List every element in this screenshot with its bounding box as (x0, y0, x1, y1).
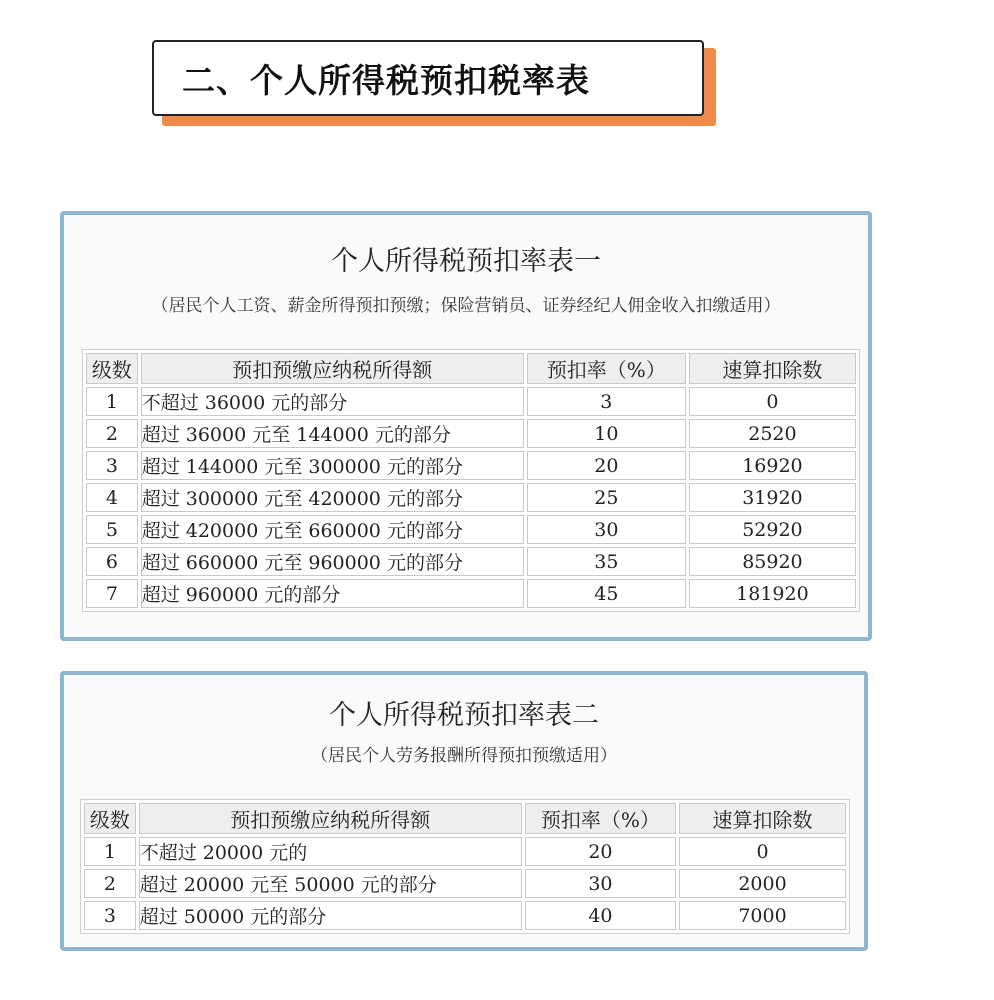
cell-income: 超过 420000 元至 660000 元的部分 (141, 515, 524, 544)
table-row (84, 837, 846, 866)
cell-level: 4 (86, 483, 138, 512)
cell-income: 超过 20000 元至 50000 元的部分 (139, 869, 522, 898)
cell-deduction: 0 (679, 837, 846, 866)
cell-level: 6 (86, 547, 138, 576)
rate-table-one (82, 349, 860, 612)
header-level: 级数 (86, 353, 138, 384)
cell-level: 7 (86, 579, 138, 608)
header-rate: 预扣率（%） (527, 353, 686, 384)
cell-deduction: 16920 (689, 451, 856, 480)
cell-level: 1 (86, 387, 138, 416)
table-row (86, 515, 856, 544)
cell-rate: 3 (527, 387, 686, 416)
cell-deduction: 7000 (679, 901, 846, 930)
table-one-subtitle: （居民个人工资、薪金所得预扣预缴；保险营销员、证券经纪人佣金收入扣缴适用） (151, 296, 781, 316)
cell-deduction: 0 (689, 387, 856, 416)
cell-rate: 30 (527, 515, 686, 544)
cell-deduction: 31920 (689, 483, 856, 512)
table-row (84, 869, 846, 898)
cell-level: 3 (84, 901, 136, 930)
table-row (86, 419, 856, 448)
cell-level: 2 (86, 419, 138, 448)
rate-table-one-panel (60, 211, 872, 641)
cell-income: 超过 50000 元的部分 (139, 901, 522, 930)
cell-income: 不超过 20000 元的 (139, 837, 522, 866)
cell-rate: 20 (527, 451, 686, 480)
cell-rate: 25 (527, 483, 686, 512)
cell-rate: 10 (527, 419, 686, 448)
header-income: 预扣预缴应纳税所得额 (139, 803, 522, 834)
cell-deduction: 2520 (689, 419, 856, 448)
cell-deduction: 85920 (689, 547, 856, 576)
cell-level: 1 (84, 837, 136, 866)
cell-income: 超过 36000 元至 144000 元的部分 (141, 419, 524, 448)
table-row (84, 901, 846, 930)
cell-deduction: 181920 (689, 579, 856, 608)
header-level: 级数 (84, 803, 136, 834)
cell-income: 超过 144000 元至 300000 元的部分 (141, 451, 524, 480)
table-header-row (84, 803, 846, 834)
cell-income: 超过 300000 元至 420000 元的部分 (141, 483, 524, 512)
cell-income: 不超过 36000 元的部分 (141, 387, 524, 416)
cell-rate: 20 (525, 837, 676, 866)
table-two-title: 个人所得税预扣率表二 (329, 700, 599, 731)
cell-deduction: 52920 (689, 515, 856, 544)
header-deduction: 速算扣除数 (679, 803, 846, 834)
table-row (86, 451, 856, 480)
cell-level: 2 (84, 869, 136, 898)
cell-income: 超过 660000 元至 960000 元的部分 (141, 547, 524, 576)
cell-rate: 45 (527, 579, 686, 608)
header-income: 预扣预缴应纳税所得额 (141, 353, 524, 384)
heading-box (152, 40, 704, 116)
table-row (86, 547, 856, 576)
cell-rate: 30 (525, 869, 676, 898)
table-row (86, 483, 856, 512)
cell-deduction: 2000 (679, 869, 846, 898)
cell-level: 5 (86, 515, 138, 544)
table-two-subtitle: （居民个人劳务报酬所得预扣预缴适用） (311, 746, 617, 766)
cell-level: 3 (86, 451, 138, 480)
header-deduction: 速算扣除数 (689, 353, 856, 384)
cell-rate: 35 (527, 547, 686, 576)
rate-table-two-panel (60, 671, 868, 951)
rate-table-two (80, 799, 850, 934)
header-rate: 预扣率（%） (525, 803, 676, 834)
table-header-row (86, 353, 856, 384)
cell-rate: 40 (525, 901, 676, 930)
page-heading: 二、个人所得税预扣税率表 (182, 60, 590, 100)
cell-income: 超过 960000 元的部分 (141, 579, 524, 608)
table-row (86, 579, 856, 608)
table-row (86, 387, 856, 416)
table-one-title: 个人所得税预扣率表一 (331, 246, 601, 277)
